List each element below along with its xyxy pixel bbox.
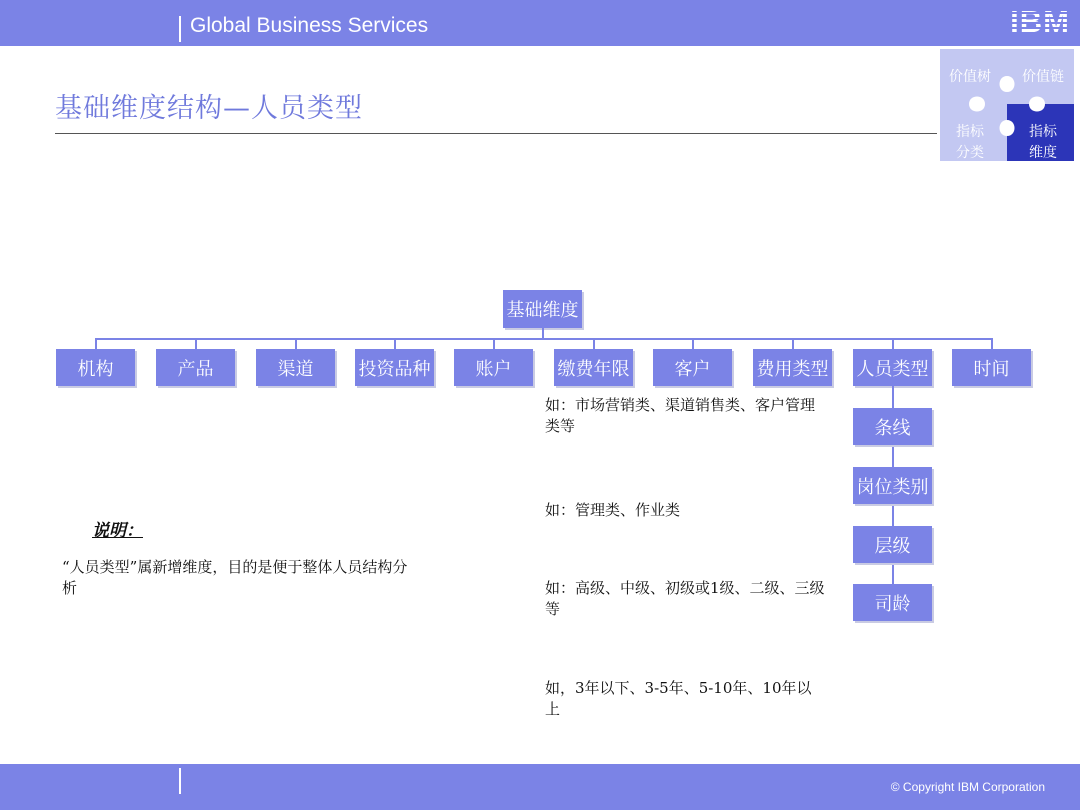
puzzle-label-value-chain: 价值链: [1022, 69, 1064, 85]
dimension-connector: [892, 338, 894, 349]
dimension-connector: [991, 338, 993, 349]
page-title: 基础维度结构—人员类型: [55, 93, 363, 124]
dimension-box: 产品: [156, 349, 235, 386]
header-separator: [179, 16, 181, 42]
example-text: 如：市场营销类、渠道销售类、客户管理类等: [545, 396, 816, 435]
sub-item-box: 层级: [853, 526, 932, 563]
dimension-box: 费用类型: [753, 349, 832, 386]
root-box: 基础维度: [503, 290, 582, 328]
dimension-connector: [394, 338, 396, 349]
ibm-logo: IBM: [1010, 4, 1070, 39]
sub-item-box: 岗位类别: [853, 467, 932, 504]
example-text: 如：管理类、作业类: [545, 501, 681, 519]
bus-connector: [96, 338, 992, 340]
dimension-connector: [493, 338, 495, 349]
header-bar: [0, 0, 1080, 46]
title-divider: [55, 133, 955, 134]
value-puzzle-icon: [937, 46, 1077, 164]
footer-copyright: © Copyright IBM Corporation: [890, 780, 1045, 794]
puzzle-label-indicator-class: 指标分类: [956, 124, 984, 161]
dimension-box: 机构: [56, 349, 135, 386]
puzzle-label-indicator-dimension: 指标维度: [1029, 124, 1057, 161]
dimension-connector: [593, 338, 595, 349]
example-text: 如：高级、中级、初级或1级、二级、三级等: [545, 579, 825, 618]
dimension-box: 渠道: [256, 349, 335, 386]
footer-separator: [179, 768, 181, 794]
example-text: 如，3年以下、3-5年、5-10年、10年以上: [545, 679, 812, 718]
sub-item-box: 司龄: [853, 584, 932, 621]
dimension-connector: [195, 338, 197, 349]
dimension-box: 账户: [454, 349, 533, 386]
dimension-box: 时间: [952, 349, 1031, 386]
dimension-connector: [95, 338, 97, 349]
dimension-connector: [792, 338, 794, 349]
puzzle-label-value-tree: 价值树: [949, 69, 991, 85]
footer-bar: [0, 764, 1080, 810]
note-title: 说明：: [92, 521, 143, 541]
dimension-connector: [692, 338, 694, 349]
dimension-box: 缴费年限: [554, 349, 633, 386]
dimension-connector: [295, 338, 297, 349]
header-brand: Global Business Services: [190, 14, 429, 37]
dimension-box: 投资品种: [355, 349, 434, 386]
dimension-box: 人员类型: [853, 349, 932, 386]
dimension-box: 客户: [653, 349, 732, 386]
root-connector: [542, 328, 544, 338]
note-text: “人员类型”属新增维度，目的是便于整体人员结构分析: [62, 558, 408, 597]
sub-item-box: 条线: [853, 408, 932, 445]
